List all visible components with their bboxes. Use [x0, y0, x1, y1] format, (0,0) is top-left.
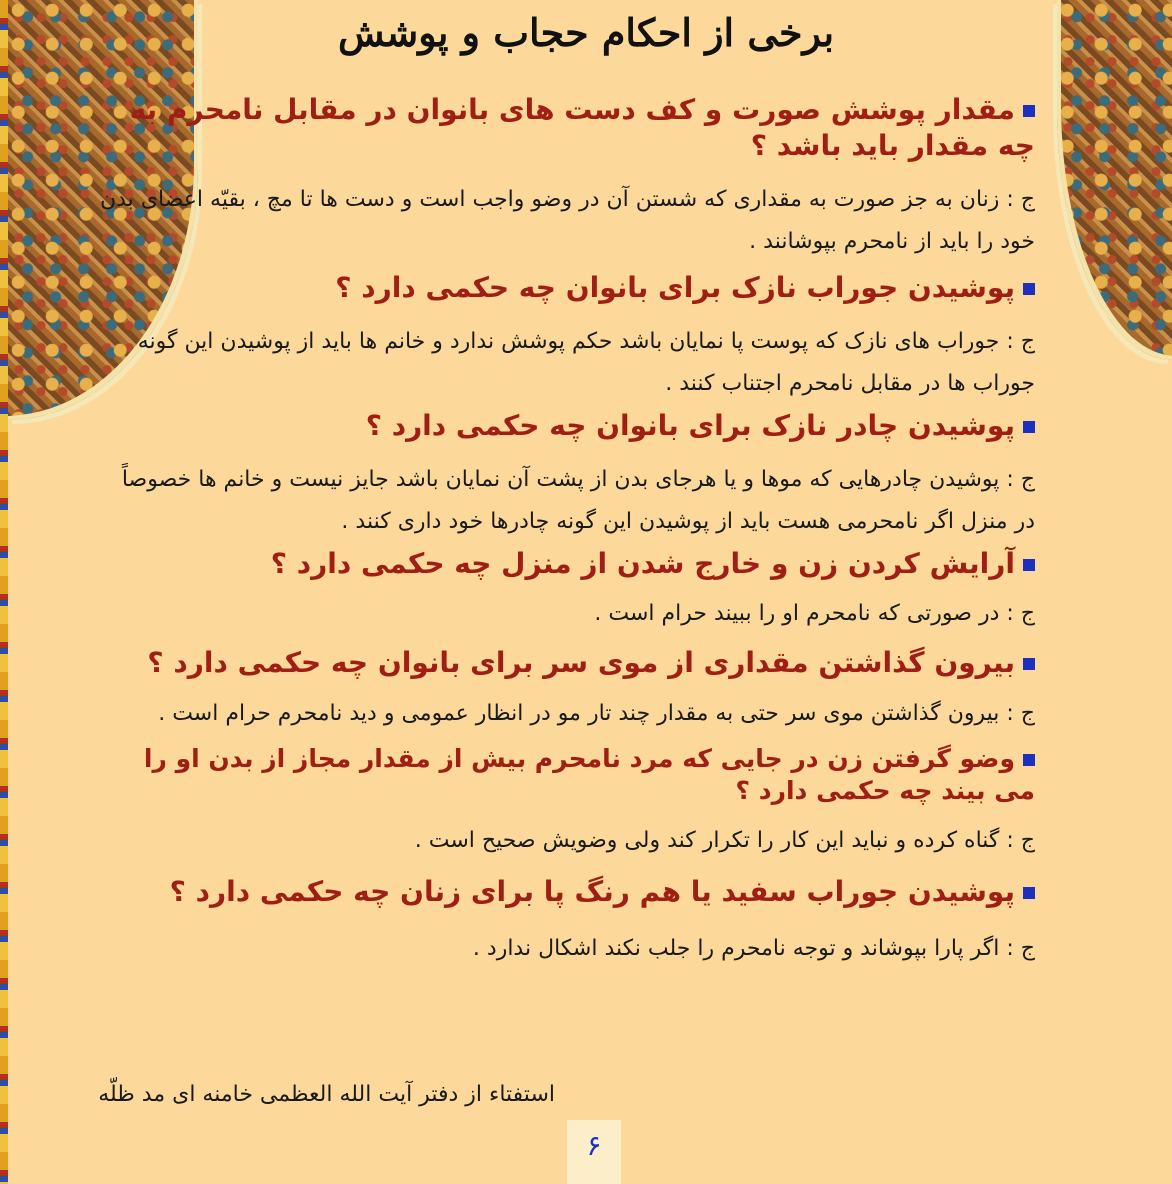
answer-text: ج : بیرون گذاشتن موی سر حتی به مقدار چند تار مو در انظار عمومی و دید نامحرم حرام است .	[158, 700, 1035, 726]
qa-item	[95, 408, 1035, 542]
bullet-icon	[1023, 105, 1035, 117]
question	[95, 408, 1035, 444]
question-text: پوشیدن چادر نازک برای بانوان چه حکمی دارد ؟	[365, 409, 1015, 443]
question	[95, 546, 1035, 582]
bullet-icon	[1023, 658, 1035, 670]
bullet-icon	[1023, 559, 1035, 571]
question	[95, 645, 1035, 681]
qa-item	[95, 743, 1035, 862]
answer-text: ج : در صورتی که نامحرم او را ببیند حرام است .	[594, 600, 1035, 626]
question	[95, 270, 1035, 306]
source-note: استفتاء از دفتر آیت الله العظمی خامنه ای مد ظلّه	[98, 1082, 555, 1107]
qa-item	[95, 645, 1035, 735]
question-text: مقدار پوشش صورت و کف دست های بانوان در مقابل نامحرم به چه مقدار باید باشد ؟	[129, 93, 1035, 163]
qa-list	[95, 92, 1035, 970]
bullet-icon	[1023, 887, 1035, 899]
answer-text: ج : جوراب های نازک که پوست پا نمایان باشد حکم پوشش ندارد و خانم ها باید از پوشیدن این گونه جوراب ها در مقابل نامحرم اجتناب کنند .	[137, 328, 1035, 396]
bullet-icon	[1023, 283, 1035, 295]
bullet-icon	[1023, 421, 1035, 433]
question-text: پوشیدن جوراب نازک برای بانوان چه حکمی دارد ؟	[335, 271, 1015, 305]
question	[95, 92, 1035, 165]
question	[95, 874, 1035, 910]
decorative-border	[0, 0, 8, 1184]
page-number: ۶	[567, 1120, 621, 1184]
question-text: بیرون گذاشتن مقداری از موی سر برای بانوان چه حکمی دارد ؟	[147, 645, 1015, 679]
qa-item	[95, 874, 1035, 970]
qa-item	[95, 92, 1035, 262]
bullet-icon	[1023, 754, 1035, 766]
answer-text: ج : زنان به جز صورت به مقداری که شستن آن در وضو واجب است و دست ها تا مچ ، بقیّه اعضای بدن خود را باید از نامحرم بپوشانند .	[99, 186, 1035, 254]
qa-item	[95, 546, 1035, 634]
page-title: برخی از احکام حجاب و پوشش	[337, 10, 835, 55]
question	[95, 743, 1035, 808]
qa-item	[95, 270, 1035, 404]
question-text: آرایش کردن زن و خارج شدن از منزل چه حکمی دارد ؟	[270, 547, 1015, 581]
answer-text: ج : اگر پارا بپوشاند و توجه نامحرم را جلب نکند اشکال ندارد .	[472, 935, 1035, 961]
answer-text: ج : گناه کرده و نباید این کار را تکرار کند ولی وضویش صحیح است .	[414, 827, 1035, 853]
question-text: پوشیدن جوراب سفید یا هم رنگ پا برای زنان چه حکمی دارد ؟	[169, 874, 1015, 908]
answer-text: ج : پوشیدن چادرهایی که موها و یا هرجای بدن از پشت آن نمایان باشد جایز نیست و خانم ها خصوصاً در منزل اگر نامحرمی هست باید از پوشیدن این گونه چادرها خود داری کنند .	[121, 466, 1035, 534]
question-text: وضو گرفتن زن در جایی که مرد نامحرم بیش از مقدار مجاز از بدن او را می بیند چه حکمی دارد ؟	[143, 743, 1035, 806]
